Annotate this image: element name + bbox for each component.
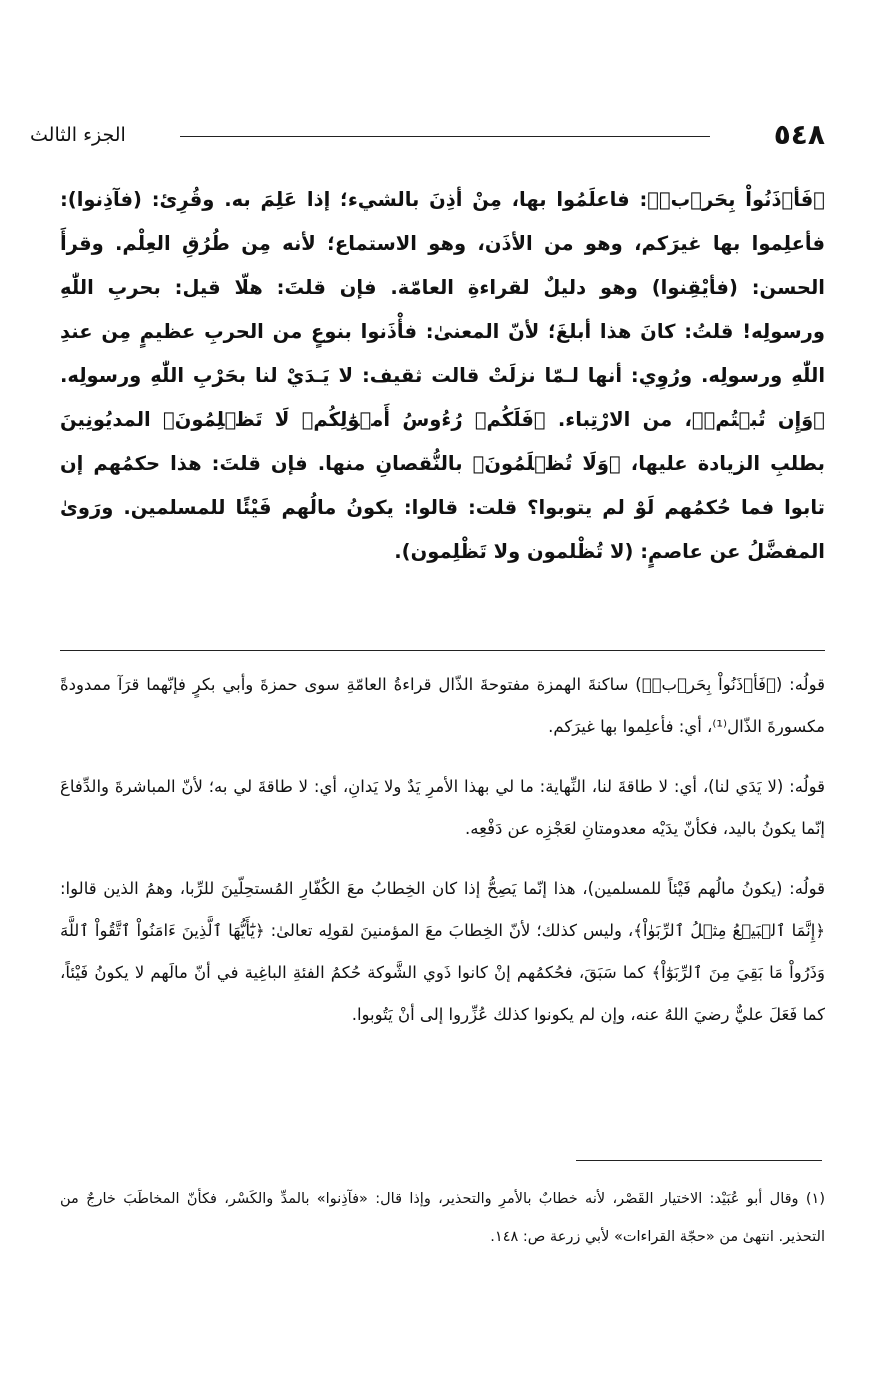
- part-title: الجزء الثالث: [30, 124, 126, 146]
- page-number: ٥٤٨: [773, 118, 825, 151]
- footnote-divider: [576, 1160, 822, 1161]
- footnote: (١) وقال أبو عُبَيْد: الاختيار القَصْر، لأنه خطابٌ بالأمرِ والتحذير، وإذا قال: «فآذِنوا» بالمدِّ والكَسْر، فكأنّ المخاطَبَ خارجٌ من التحذير. انتهىٰ من «حجّة القراءات» لأبي زرعة ص: ١٤٨.: [60, 1191, 825, 1245]
- commentary-paragraph: قولُه: (﴿فَأۡذَنُواْ بِحَرۡبٖ﴾) ساكنةَ الهمزة مفتوحةَ الذّال قراءةُ العامّةِ سوى حمزةَ وأبي بكرٍ فإنّهما قرَآ ممدودةً مكسورةَ الذّال⁽¹⁾، أي: فأعلِموا بها غيرَكم.: [60, 675, 825, 736]
- commentary: [60, 664, 825, 1054]
- commentary-paragraph: قولُه: (يكونُ مالُهم فَيْئاً للمسلمين)، هذا إنّما يَصِحُّ إذا كان الخِطابُ معَ الكُفّارِ المُستحِلّينَ للرِّبا، وهمُ الذين قالوا: ﴿إِنَّمَا ٱلۡبَيۡعُ مِثۡلُ ٱلرِّبَوٰاْ﴾، وليس كذلك؛ لأنّ الخِطابَ معَ المؤمنينَ لقولِه تعالىٰ: ﴿يَٰٓأَيُّهَا ٱلَّذِينَ ءَامَنُواْ ٱتَّقُواْ ٱللَّهَ وَذَرُواْ مَا بَقِيَ مِنَ ٱلرِّبَوٰٓاْ﴾ كما سَبَقَ، فحُكمُهم إنْ كانوا ذَوي الشَّوكة حُكمُ الفئةِ الباغِية في أنّ مالَهم لا يكونُ فَيْئاً، كما فَعَلَ عليٌّ رضيَ اللهُ عنه، وإن لم يكونوا كذلك عُزِّروا إلى أنْ يَتُوبوا.: [60, 879, 825, 1024]
- commentary-paragraph: قولُه: (لا يَدَي لنا)، أي: لا طاقةَ لنا، النِّهاية: ما لي بهذا الأمرِ يَدٌ ولا يَدانِ، أي: لا طاقةَ لي به؛ لأنّ المباشرةَ والدِّفاعَ إنّما يكونُ باليد، فكأنّ يدَيْه معدومتانِ لعَجْزِه عن دَفْعِه.: [60, 777, 825, 838]
- main-text: ﴿فَأۡذَنُواْ بِحَرۡبٖ﴾: فاعلَمُوا بها، مِنْ أذِنَ بالشيء؛ إذا عَلِمَ به. وقُرِئ: (فآذِنوا): فأعلِموا بها غيرَكم، وهو من الأذَن، وهو الاستماع؛ لأنه مِن طُرُقِ العِلْم. وقرأَ الحسن: (فأيْقِنوا) وهو دليلٌ لقراءةِ العامّة. فإن قلتَ: هلّا قيل: بحربِ اللّٰهِ ورسولِه! قلتُ: كانَ هذا أبلغَ؛ لأنّ المعنىٰ: فأْذَنوا بنوعٍ من الحربِ عظيمٍ مِن عندِ اللّٰهِ ورسولِه. ورُوِي: أنها لـمّا نزلَتْ قالت ثقيف: لا يَـدَيْ لنا بحَرْبِ اللّٰهِ ورسولِه. ﴿وَإِن تُبۡتُمۡ﴾، من الارْتِباء. ﴿فَلَكُمۡ رُءُوسُ أَمۡوَٰلِكُمۡ لَا تَظۡلِمُونَ﴾ المديُونِينَ بطلبِ الزيادة عليها، ﴿وَلَا تُظۡلَمُونَ﴾ بالنُّقصانِ منها. فإن قلتَ: هذا حكمُهم إن تابوا فما حُكمُهم لَوْ لم يتوبوا؟ قلت: قالوا: يكونُ مالُهم فَيْئًا للمسلمين. ورَوىٰ المفضَّلُ عن عاصمٍ: (لا تُظْلمون ولا تَظْلِمون).: [60, 188, 825, 563]
- page-header: [30, 118, 825, 158]
- header-rule: [180, 136, 710, 137]
- section-divider: [60, 650, 825, 651]
